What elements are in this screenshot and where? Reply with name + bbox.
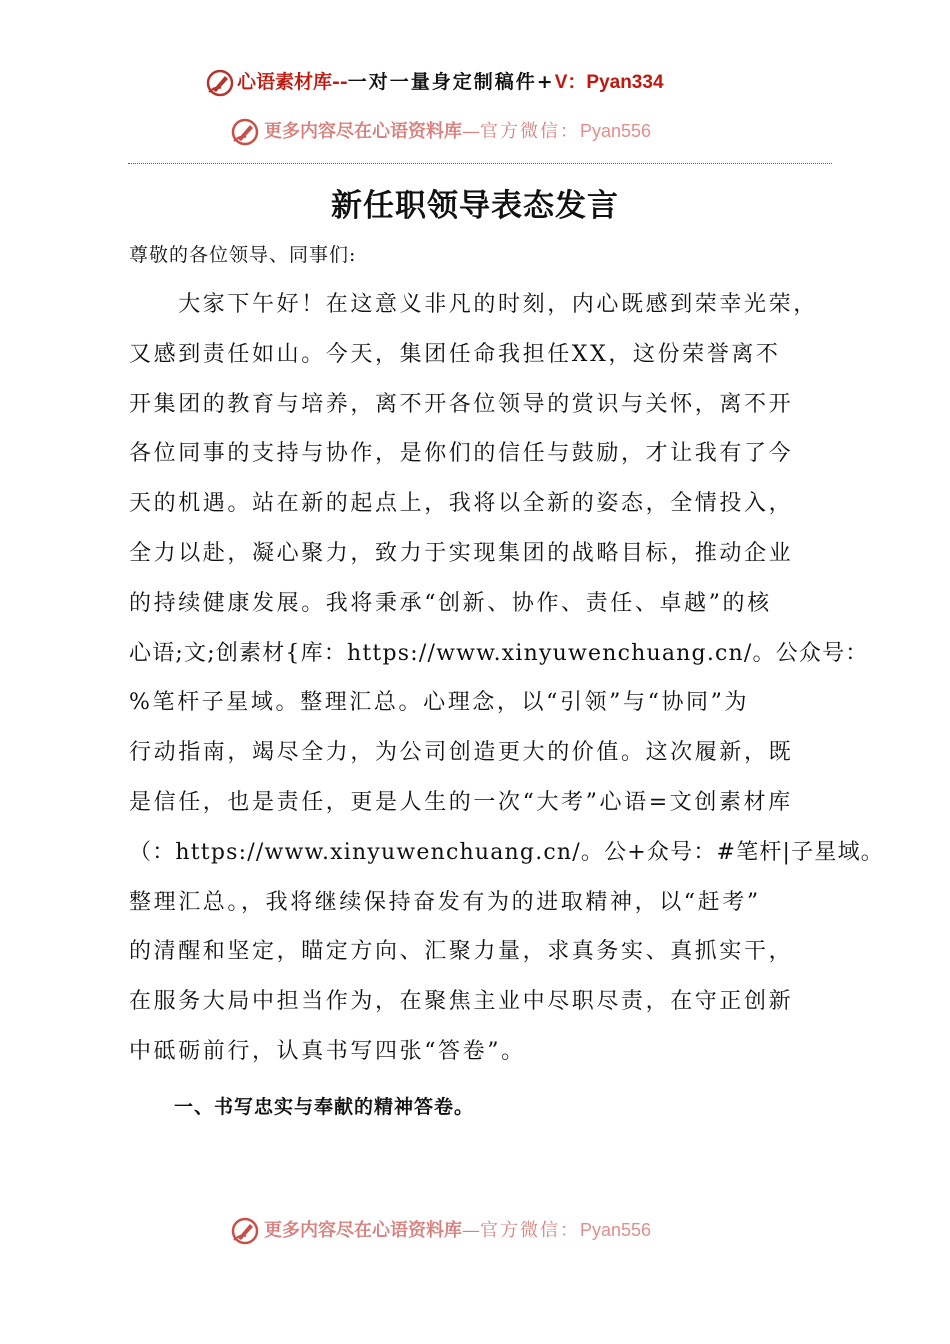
body-line: 天的机遇。站在新的起点上，我将以全新的姿态，全情投入， [129, 491, 794, 517]
promo-wechat-label: 官方微信： [480, 121, 580, 142]
section-heading: 一、书写忠实与奉献的精神答卷。 [174, 1096, 475, 1118]
header-slogan: 一对一量身定制稿件+ [347, 71, 555, 93]
header-banner [205, 66, 664, 98]
body-line: 中砥砺前行，认真书写四张“答卷”。 [129, 1038, 526, 1064]
promo-separator: — [462, 121, 480, 142]
promo-wechat-label: 官方微信： [480, 1220, 580, 1241]
body-line: 行动指南，竭尽全力，为公司创造更大的价值。这次履新，既 [129, 740, 794, 766]
body-line: 开集团的教育与培养，离不开各位领导的赏识与关怀，离不开 [129, 391, 794, 417]
body-line: 各位同事的支持与协作，是你们的信任与鼓励，才让我有了今 [129, 441, 794, 467]
header-dash: -- [332, 71, 348, 93]
pen-logo-icon [230, 1216, 260, 1246]
body-line: 的清醒和坚定，瞄定方向、汇聚力量，求真务实、真抓实干， [129, 939, 794, 965]
salutation: 尊敬的各位领导、同事们: [129, 244, 357, 266]
body-line: 大家下午好！在这意义非凡的时刻，内心既感到荣幸光荣， [129, 292, 818, 317]
promo-banner-top [230, 114, 651, 148]
body-line: 心语;文;创素材{库：https://www.xinyuwenchuang.cn/。公众号： [129, 640, 869, 666]
pen-logo-icon [205, 68, 235, 98]
body-line: 整理汇总。，我将继续保持奋发有为的进取精神，以“赶考” [129, 889, 761, 915]
body-line: 的持续健康发展。我将秉承“创新、协作、责任、卓越”的核 [129, 590, 772, 616]
header-wechat: V：Pyan334 [554, 72, 664, 93]
body-line: 在服务大局中担当作为，在聚焦主业中尽职尽责，在守正创新 [129, 989, 794, 1015]
promo-text: 更多内容尽在心语资料库 [264, 1220, 462, 1241]
body-line: （：https://www.xinyuwenchuang.cn/。公+众号：#笔杆|子星域。 [129, 839, 884, 865]
brand-name: 心语素材库 [237, 71, 333, 93]
header-divider [128, 163, 832, 164]
promo-banner-bottom [230, 1213, 651, 1247]
body-line: 是信任，也是责任，更是人生的一次“大考”心语=文创素材库 [129, 789, 793, 815]
document-title: 新任职领导表态发言 [331, 188, 619, 224]
pen-logo-icon [230, 117, 260, 147]
promo-wechat-id: Pyan556 [580, 121, 652, 141]
body-line: 又感到责任如山。今天，集团任命我担任XX，这份荣誉离不 [129, 341, 781, 367]
body-paragraph [129, 280, 884, 1077]
promo-separator: — [462, 1220, 480, 1241]
body-line: %笔杆子星域。整理汇总。心理念，以“引领”与“协同”为 [129, 690, 750, 716]
promo-text: 更多内容尽在心语资料库 [264, 121, 462, 142]
promo-wechat-id: Pyan556 [580, 1220, 652, 1240]
body-line: 全力以赴，凝心聚力，致力于实现集团的战略目标，推动企业 [129, 540, 794, 566]
